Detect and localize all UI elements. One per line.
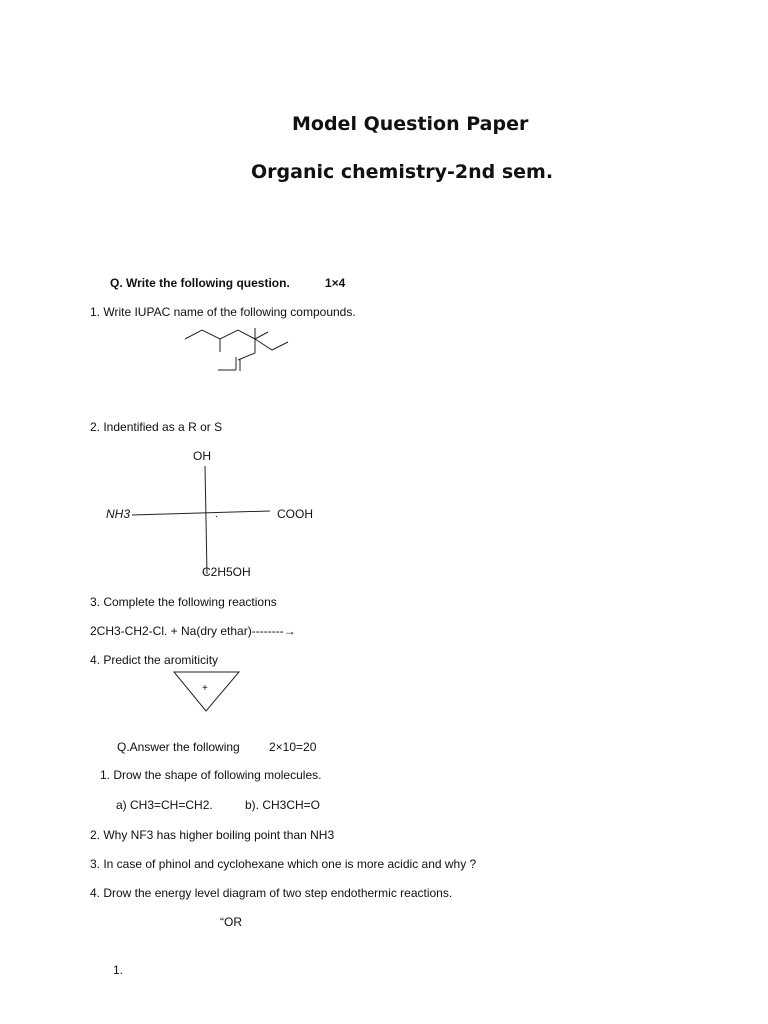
- cation-plus-sign: +: [202, 683, 208, 694]
- section-a-marks: 1×4: [325, 276, 346, 290]
- section-a-heading: Q. Write the following question.: [110, 276, 290, 290]
- section-b-heading: Q.Answer the following: [117, 740, 240, 754]
- question-b2: 2. Why NF3 has higher boiling point than NH3: [90, 828, 335, 842]
- page-title: Model Question Paper: [292, 113, 529, 135]
- fischer-right-label: COOH: [277, 507, 313, 521]
- fischer-projection-lines: [130, 466, 275, 576]
- trailing-question-number: 1.: [113, 963, 124, 977]
- section-b-marks: 2×10=20: [269, 740, 317, 754]
- fischer-left-label: NH3: [106, 507, 131, 521]
- page-subtitle: Organic chemistry-2nd sem.: [251, 161, 554, 183]
- question-a1: 1. Write IUPAC name of the following compounds.: [90, 305, 356, 319]
- fischer-bottom-label: C2H5OH: [202, 565, 251, 579]
- question-b4: 4. Drow the energy level diagram of two step endothermic reactions.: [90, 886, 453, 900]
- question-b1-part-a: a) CH3=CH=CH2.: [116, 798, 213, 812]
- question-b1-part-b: b). CH3CH=O: [245, 798, 321, 812]
- question-a2: 2. Indentified as a R or S: [90, 420, 223, 434]
- reaction-text: 2CH3-CH2-Cl. + Na(dry ethar)--------: [90, 624, 284, 638]
- fischer-top-label: OH: [193, 449, 211, 463]
- question-b3: 3. In case of phinol and cyclohexane which one is more acidic and why ?: [90, 857, 477, 871]
- reaction-equation: [90, 624, 296, 638]
- skeletal-structure-diagram: [180, 322, 300, 378]
- reaction-arrow-icon: →: [283, 624, 296, 638]
- question-b1: 1. Drow the shape of following molecules.: [100, 768, 322, 782]
- question-a3: 3. Complete the following reactions: [90, 595, 277, 609]
- question-a4: 4. Predict the aromiticity: [90, 653, 219, 667]
- or-separator: “OR: [220, 915, 242, 929]
